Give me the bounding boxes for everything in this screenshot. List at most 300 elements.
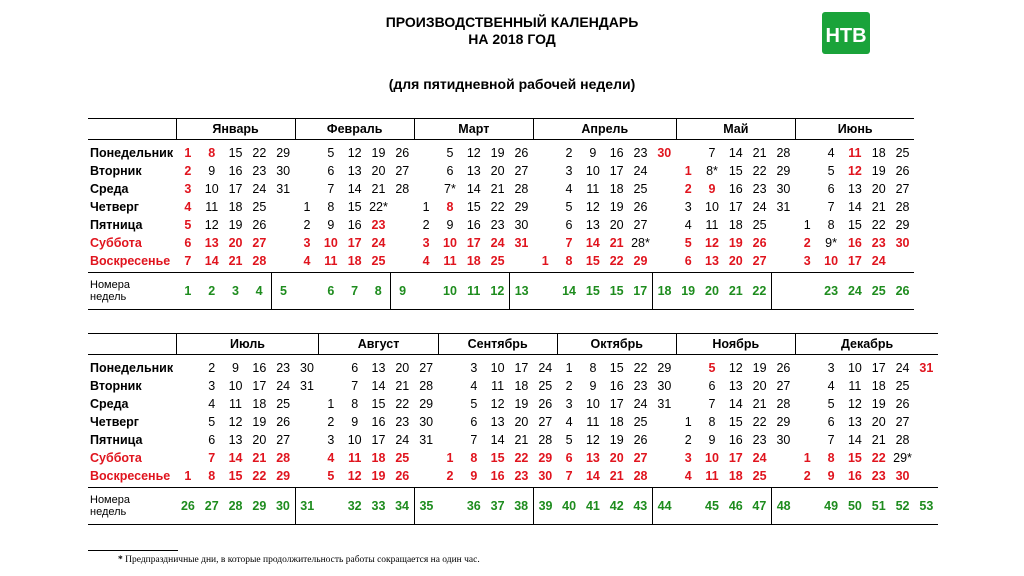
day-cell: 26 — [776, 361, 791, 375]
week-number: 42 — [605, 488, 629, 525]
day-cell: 14 — [204, 254, 219, 268]
day-cell: 31 — [514, 236, 529, 250]
day-cell: 17 — [871, 361, 886, 375]
day-cell — [295, 162, 319, 180]
day-cell: 27 — [538, 415, 553, 429]
day-cell: 9 — [446, 218, 454, 232]
day-cell: 1 — [684, 164, 692, 178]
day-cell: 17 — [466, 236, 481, 250]
day-cell: 4 — [208, 397, 216, 411]
day-cell: 13 — [466, 164, 481, 178]
day-cell: 18 — [347, 254, 362, 268]
day-cell: 7 — [708, 397, 716, 411]
day-cell — [176, 395, 200, 413]
week-number: 17 — [629, 273, 653, 310]
day-cell: 22* — [369, 200, 388, 214]
day-cell — [271, 252, 295, 273]
day-cell: 25 — [895, 146, 910, 160]
day-cell — [795, 413, 819, 431]
month-header-row — [88, 334, 938, 355]
day-cell: 10 — [705, 200, 719, 214]
day-cell: 10 — [443, 236, 457, 250]
day-cell: 30 — [657, 146, 672, 160]
week-number — [295, 273, 319, 310]
day-cell: 10 — [705, 451, 719, 465]
day-cell: 18 — [871, 379, 886, 393]
week-number: 6 — [319, 273, 343, 310]
day-cell: 20 — [871, 415, 886, 429]
day-cell: 3 — [184, 182, 192, 196]
day-cell: 3 — [684, 451, 692, 465]
day-cell: 9 — [708, 433, 716, 447]
day-cell: 24 — [490, 236, 505, 250]
week-number: 20 — [700, 273, 724, 310]
day-cell: 18 — [609, 415, 624, 429]
day-cell: 27 — [776, 379, 791, 393]
day-cell: 2 — [327, 415, 335, 429]
day-cell: 30 — [276, 164, 291, 178]
day-cell: 24 — [395, 433, 410, 447]
page-title-line2: НА 2018 ГОД — [468, 31, 556, 47]
day-cell: 15 — [585, 254, 600, 268]
day-cell: 2 — [422, 218, 430, 232]
day-cell: 4 — [684, 469, 692, 483]
day-cell: 8 — [470, 451, 478, 465]
week-number: 15 — [605, 273, 629, 310]
week-number: 3 — [224, 273, 248, 310]
day-cell: 12 — [847, 164, 862, 178]
day-cell: 4 — [422, 254, 430, 268]
day-cell: 12 — [204, 218, 219, 232]
day-cell: 5 — [565, 200, 573, 214]
day-cell: 1 — [803, 451, 811, 465]
weekday-row — [88, 162, 938, 180]
day-cell: 10 — [228, 379, 243, 393]
week-number: 26 — [176, 488, 200, 525]
day-cell: 22 — [752, 164, 767, 178]
week-number: 41 — [581, 488, 605, 525]
day-cell: 28 — [276, 451, 291, 465]
day-cell — [295, 395, 319, 413]
day-cell: 27 — [395, 164, 410, 178]
day-cell — [772, 449, 796, 467]
day-cell: 14 — [847, 433, 862, 447]
week-number — [319, 488, 343, 525]
day-cell: 21 — [871, 433, 886, 447]
day-cell: 16 — [347, 218, 362, 232]
day-cell: 26 — [895, 397, 910, 411]
week-number: 47 — [748, 488, 772, 525]
week-number: 19 — [676, 273, 700, 310]
day-cell: 16 — [490, 469, 505, 483]
weekday-label: Вторник — [90, 379, 142, 393]
day-cell — [914, 395, 938, 413]
day-cell: 6 — [827, 182, 835, 196]
week-number: 40 — [557, 488, 581, 525]
day-cell: 20 — [228, 236, 243, 250]
day-cell: 18 — [228, 200, 243, 214]
footnote: * Предпраздничные дни, в которые продолжительность работы сокращается на один час. — [118, 555, 480, 565]
month-name: Июль — [176, 334, 319, 355]
day-cell: 15 — [728, 415, 743, 429]
week-number-label — [88, 273, 176, 310]
day-cell: 11 — [348, 451, 362, 465]
week-number: 50 — [843, 488, 867, 525]
calendar-table — [88, 118, 938, 310]
day-cell: 20 — [609, 218, 624, 232]
day-cell: 10 — [347, 433, 362, 447]
day-cell: 14 — [347, 182, 362, 196]
day-cell: 30 — [419, 415, 434, 429]
day-cell: 2 — [565, 146, 573, 160]
day-cell — [772, 234, 796, 252]
day-cell: 27 — [252, 236, 267, 250]
month-name: Ноябрь — [676, 334, 795, 355]
weekday-row — [88, 140, 938, 163]
day-cell: 7 — [565, 236, 573, 250]
week-number — [795, 273, 819, 310]
day-cell: 7 — [184, 254, 192, 268]
day-cell: 11 — [705, 218, 719, 232]
week-number: 28 — [224, 488, 248, 525]
day-cell: 29 — [776, 415, 791, 429]
header-corner — [88, 334, 176, 355]
day-cell: 10 — [323, 236, 338, 250]
day-cell: 24 — [895, 361, 910, 375]
day-cell: 31 — [300, 379, 314, 393]
day-cell — [414, 180, 438, 198]
day-cell: 20 — [371, 164, 386, 178]
day-cell — [795, 162, 819, 180]
week-number — [772, 273, 796, 310]
day-cell: 4 — [184, 200, 192, 214]
day-cell: 28 — [776, 146, 791, 160]
day-cell: 7 — [565, 469, 573, 483]
day-cell — [652, 216, 676, 234]
day-cell: 13 — [585, 218, 600, 232]
day-cell: 15 — [728, 164, 743, 178]
day-cell: 28* — [631, 236, 650, 250]
weekday-label: Вторник — [90, 164, 142, 178]
day-cell: 14 — [490, 433, 505, 447]
day-cell: 27 — [895, 182, 910, 196]
day-cell: 18 — [609, 182, 624, 196]
weekday-label: Пятница — [90, 433, 143, 447]
day-cell: 2 — [446, 469, 454, 483]
day-cell — [652, 449, 676, 467]
day-cell — [652, 180, 676, 198]
day-cell: 29 — [276, 146, 291, 160]
day-cell: 13 — [728, 379, 743, 393]
day-cell: 11 — [229, 397, 243, 411]
day-cell: 12 — [347, 146, 362, 160]
day-cell: 15 — [609, 361, 624, 375]
day-cell — [914, 449, 938, 467]
day-cell — [176, 449, 200, 467]
day-cell — [319, 377, 343, 395]
day-cell: 25 — [395, 451, 410, 465]
day-cell: 4 — [565, 182, 573, 196]
day-cell: 11 — [848, 379, 862, 393]
day-cell: 22 — [252, 469, 267, 483]
day-cell: 25 — [538, 379, 553, 393]
day-cell: 15 — [466, 200, 481, 214]
day-cell: 31 — [276, 182, 291, 196]
day-cell: 1 — [684, 415, 692, 429]
day-cell — [295, 180, 319, 198]
header-corner — [88, 119, 176, 140]
day-cell — [176, 413, 200, 431]
day-cell — [772, 467, 796, 488]
day-cell: 6 — [827, 415, 835, 429]
day-cell: 4 — [303, 254, 311, 268]
day-cell — [533, 140, 557, 163]
day-cell: 7 — [470, 433, 478, 447]
day-cell: 23 — [633, 379, 648, 393]
day-cell: 29 — [633, 254, 648, 268]
day-cell: 13 — [585, 451, 600, 465]
day-cell: 5 — [327, 146, 335, 160]
day-cell: 22 — [490, 200, 505, 214]
day-cell: 21 — [490, 182, 505, 196]
day-cell: 21 — [752, 397, 767, 411]
page-title-line1: ПРОИЗВОДСТВЕННЫЙ КАЛЕНДАРЬ — [385, 14, 639, 30]
day-cell — [652, 234, 676, 252]
week-number: 52 — [891, 488, 915, 525]
day-cell: 15 — [228, 146, 243, 160]
day-cell: 29* — [893, 451, 912, 465]
day-cell: 27 — [633, 451, 648, 465]
day-cell: 23 — [276, 361, 291, 375]
day-cell — [414, 140, 438, 163]
day-cell: 28 — [538, 433, 553, 447]
weekday-label: Воскресенье — [90, 469, 171, 483]
day-cell: 10 — [824, 254, 839, 268]
day-cell: 6 — [565, 451, 573, 465]
day-cell: 5 — [684, 236, 692, 250]
weekday-row — [88, 449, 938, 467]
day-cell: 25 — [752, 469, 767, 483]
day-cell: 3 — [327, 433, 335, 447]
day-cell: 21 — [609, 236, 624, 250]
day-cell: 26 — [395, 146, 410, 160]
day-cell: 28 — [419, 379, 434, 393]
day-cell: 23 — [395, 415, 410, 429]
day-cell: 18 — [514, 379, 529, 393]
day-cell — [438, 355, 462, 378]
day-cell: 26 — [252, 218, 267, 232]
day-cell: 8 — [351, 397, 359, 411]
weekday-row — [88, 431, 938, 449]
week-number: 1 — [176, 273, 200, 310]
week-number: 39 — [533, 488, 557, 525]
day-cell — [914, 431, 938, 449]
day-cell: 5 — [565, 433, 573, 447]
day-cell: 15 — [371, 397, 386, 411]
day-cell — [438, 413, 462, 431]
day-cell: 8 — [827, 218, 835, 232]
day-cell: 9 — [208, 164, 216, 178]
day-cell: 8 — [708, 415, 716, 429]
month-name: Август — [319, 334, 438, 355]
day-cell: 17 — [728, 200, 743, 214]
day-cell: 20 — [490, 164, 505, 178]
day-cell: 11 — [324, 254, 338, 268]
day-cell — [795, 377, 819, 395]
week-number: 46 — [724, 488, 748, 525]
day-cell: 11 — [705, 469, 719, 483]
day-cell: 13 — [490, 415, 505, 429]
day-cell — [652, 467, 676, 488]
month-name: Январь — [176, 119, 295, 140]
day-cell: 13 — [371, 361, 386, 375]
day-cell: 1 — [184, 146, 192, 160]
day-cell: 1 — [303, 200, 311, 214]
day-cell: 22 — [633, 361, 648, 375]
day-cell: 16 — [847, 236, 862, 250]
day-cell: 8 — [446, 200, 454, 214]
day-cell: 26 — [514, 146, 529, 160]
week-number: 22 — [748, 273, 772, 310]
day-cell: 23 — [371, 218, 386, 232]
day-cell — [891, 252, 915, 273]
day-cell: 22 — [252, 146, 267, 160]
day-cell: 6 — [446, 164, 454, 178]
day-cell: 1 — [327, 397, 335, 411]
day-cell — [390, 234, 414, 252]
day-cell: 27 — [276, 433, 291, 447]
day-cell: 25 — [633, 182, 648, 196]
day-cell: 9 — [470, 469, 478, 483]
day-cell: 3 — [565, 397, 573, 411]
week-number: 44 — [652, 488, 676, 525]
day-cell: 3 — [684, 200, 692, 214]
day-cell — [795, 180, 819, 198]
day-cell — [176, 431, 200, 449]
day-cell: 19 — [252, 415, 267, 429]
day-cell: 14 — [728, 146, 743, 160]
day-cell: 21 — [871, 200, 886, 214]
day-cell: 26 — [633, 433, 648, 447]
week-number: 12 — [486, 273, 510, 310]
week-number-row — [88, 273, 938, 310]
day-cell: 14 — [585, 469, 600, 483]
day-cell: 25 — [490, 254, 505, 268]
weekday-row — [88, 377, 938, 395]
day-cell: 21 — [752, 146, 767, 160]
day-cell: 2 — [684, 433, 692, 447]
week-number: 24 — [843, 273, 867, 310]
day-cell: 27 — [633, 218, 648, 232]
day-cell: 26 — [276, 415, 291, 429]
day-cell: 2 — [184, 164, 192, 178]
week-number: 10 — [438, 273, 462, 310]
week-number — [414, 273, 438, 310]
day-cell: 7 — [327, 182, 335, 196]
day-cell: 31 — [657, 397, 672, 411]
day-cell: 30 — [657, 379, 672, 393]
day-cell — [414, 162, 438, 180]
day-cell: 16 — [728, 182, 743, 196]
weekday-label: Понедельник — [90, 146, 174, 160]
day-cell: 24 — [633, 164, 648, 178]
day-cell — [176, 377, 200, 395]
day-cell: 24 — [633, 397, 648, 411]
footnote-divider — [88, 550, 178, 551]
day-cell: 4 — [565, 415, 573, 429]
day-cell: 15 — [490, 451, 505, 465]
day-cell: 8 — [565, 254, 573, 268]
day-cell — [914, 413, 938, 431]
day-cell: 31 — [919, 361, 934, 375]
day-cell: 25 — [276, 397, 291, 411]
day-cell: 15 — [228, 469, 243, 483]
day-cell: 28 — [776, 397, 791, 411]
day-cell — [533, 180, 557, 198]
day-cell: 22 — [871, 218, 886, 232]
weekday-label: Среда — [90, 182, 129, 196]
day-cell: 28 — [395, 182, 410, 196]
day-cell: 23 — [514, 469, 529, 483]
week-label-line1: Номера — [90, 494, 130, 506]
day-cell: 7 — [351, 379, 359, 393]
day-cell: 27 — [419, 361, 434, 375]
day-cell: 16 — [609, 146, 624, 160]
day-cell: 8 — [827, 451, 835, 465]
day-cell — [176, 355, 200, 378]
day-cell: 30 — [776, 433, 791, 447]
day-cell: 9 — [827, 469, 835, 483]
day-cell: 3 — [803, 254, 811, 268]
day-cell: 17 — [347, 236, 362, 250]
day-cell: 5 — [470, 397, 478, 411]
day-cell: 22 — [609, 254, 624, 268]
day-cell — [271, 234, 295, 252]
day-cell: 24 — [871, 254, 886, 268]
week-number: 30 — [271, 488, 295, 525]
day-cell: 18 — [871, 146, 886, 160]
day-cell — [676, 377, 700, 395]
day-cell: 11 — [848, 146, 862, 160]
week-number: 21 — [724, 273, 748, 310]
day-cell: 17 — [847, 254, 862, 268]
day-cell: 13 — [705, 254, 719, 268]
day-cell: 19 — [371, 146, 386, 160]
day-cell: 16 — [466, 218, 481, 232]
day-cell: 26 — [895, 164, 910, 178]
day-cell: 7 — [708, 146, 716, 160]
day-cell: 31 — [419, 433, 434, 447]
week-number: 37 — [486, 488, 510, 525]
day-cell: 7 — [208, 451, 216, 465]
day-cell: 19 — [514, 397, 529, 411]
day-cell: 16 — [228, 164, 243, 178]
day-cell: 14 — [228, 451, 243, 465]
day-cell: 21 — [252, 451, 267, 465]
day-cell: 3 — [303, 236, 311, 250]
week-number: 15 — [581, 273, 605, 310]
month-name: Апрель — [533, 119, 676, 140]
day-cell: 23 — [752, 433, 767, 447]
week-label-line1: Номера — [90, 279, 130, 291]
day-cell: 24 — [752, 451, 767, 465]
week-number: 23 — [819, 273, 843, 310]
week-number: 5 — [271, 273, 295, 310]
day-cell: 11 — [205, 200, 219, 214]
day-cell: 17 — [228, 182, 243, 196]
weekday-row — [88, 395, 938, 413]
day-cell — [676, 140, 700, 163]
